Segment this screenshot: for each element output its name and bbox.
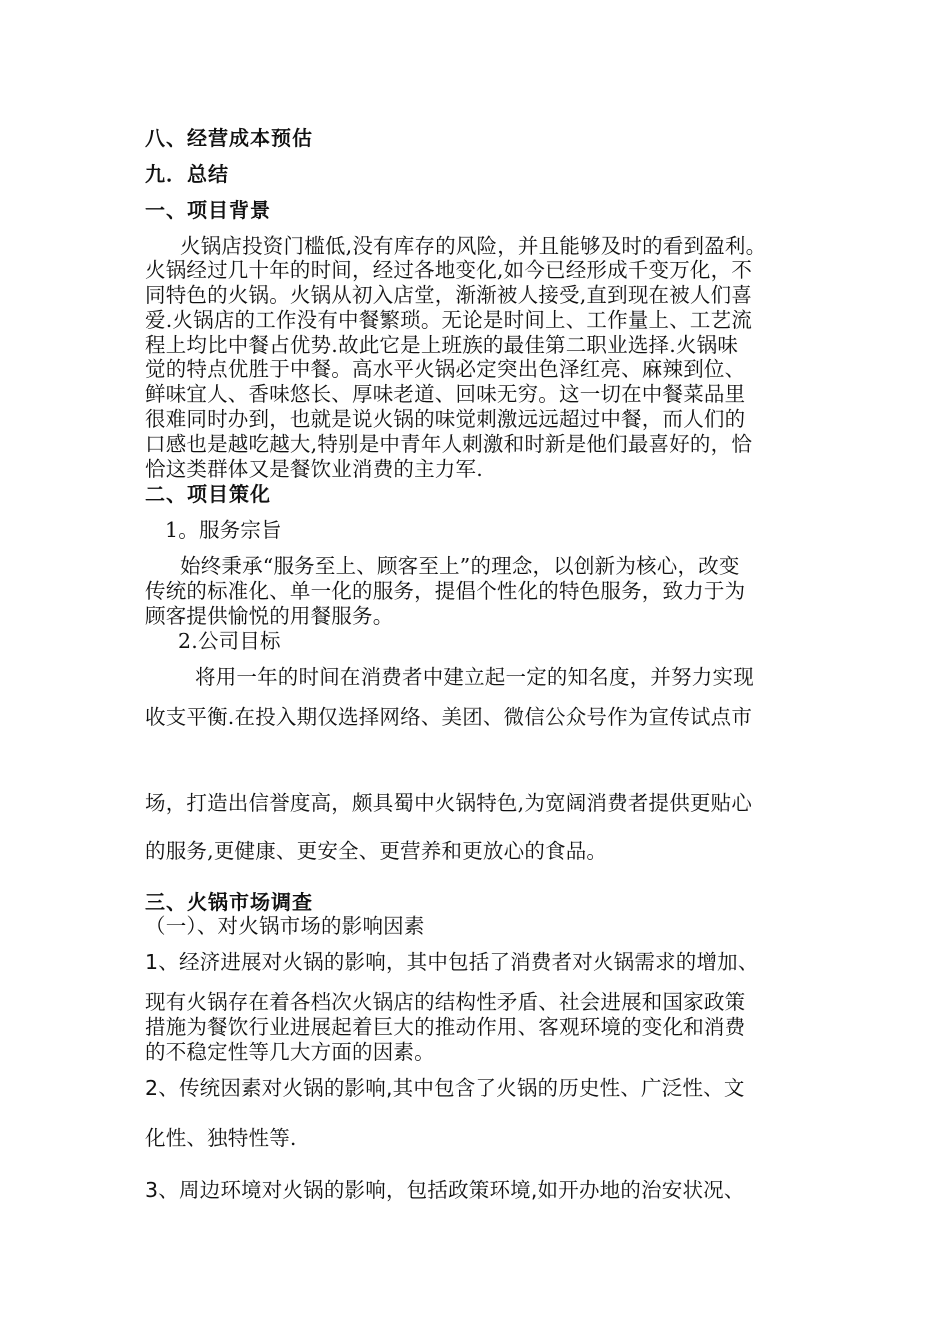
- factor-paragraph-line: 的不稳定性等几大方面的因素。: [145, 1040, 435, 1064]
- background-line: 恰这类群体又是餐饮业消费的主力军.: [145, 457, 483, 481]
- factor-paragraph-line: 1、经济进展对火锅的影响，其中包括了消费者对火锅需求的增加、: [145, 950, 759, 974]
- factor-paragraph-line: 3、周边环境对火锅的影响，包括政策环境,如开办地的治安状况、: [145, 1178, 745, 1202]
- background-line: 口感也是越吃越大,特别是中青年人刺激和时新是他们最喜好的，恰: [145, 432, 753, 456]
- service-tenet-line: 传统的标准化、单一化的服务，提倡个性化的特色服务，致力于为: [145, 579, 746, 603]
- subheading-service-tenet: 1。服务宗旨: [165, 518, 282, 542]
- background-line: 程上均比中餐占优势.故此它是上班族的最佳第二职业选择.火锅味: [145, 333, 739, 357]
- service-tenet-line: 顾客提供愉悦的用餐服务。: [145, 604, 394, 628]
- background-line: 火锅经过几十年的时间，经过各地变化,如今已经形成千变万化，不: [145, 258, 753, 282]
- factor-paragraph-line: 2、传统因素对火锅的影响,其中包含了火锅的历史性、广泛性、文: [145, 1076, 745, 1100]
- heading-summary: 九．总结: [145, 162, 229, 186]
- background-line: 觉的特点优胜于中餐。高水平火锅必定突出色泽红亮、麻辣到位、: [145, 357, 746, 381]
- factor-paragraph-line: 现有火锅存在着各档次火锅店的结构性矛盾、社会进展和国家政策: [145, 990, 746, 1014]
- service-tenet-line: 始终秉承“服务至上、顾客至上”的理念，以创新为核心，改变: [180, 554, 740, 578]
- background-line: 很难同时办到，也就是说火锅的味觉刺激远远超过中餐，而人们的: [145, 407, 746, 431]
- background-line: 火锅店投资门槛低,没有库存的风险，并且能够及时的看到盈利。: [180, 234, 767, 258]
- company-goal-line: 的服务,更健康、更安全、更营养和更放心的食品。: [145, 839, 608, 863]
- heading-cost-estimate: 八、经营成本预估: [145, 126, 313, 150]
- background-line: 爱.火锅店的工作没有中餐繁琐。无论是时间上、工作量上、工艺流: [145, 308, 753, 332]
- factor-paragraph-line: 化性、独特性等.: [145, 1126, 297, 1150]
- heading-project-background: 一、项目背景: [145, 198, 271, 222]
- background-line: 同特色的火锅。火锅从初入店堂，渐渐被人接受,直到现在被人们喜: [145, 283, 753, 307]
- heading-project-planning: 二、项目策化: [145, 482, 271, 506]
- subheading-market-factors: （一）、对火锅市场的影响因素: [145, 914, 425, 938]
- company-goal-line: 将用一年的时间在消费者中建立起一定的知名度，并努力实现: [195, 665, 754, 689]
- company-goal-line: 场，打造出信誉度高，颇具蜀中火锅特色,为宽阔消费者提供更贴心: [145, 791, 753, 815]
- background-line: 鲜味宜人、香味悠长、厚味老道、回味无穷。这一切在中餐菜品里: [145, 382, 746, 406]
- factor-paragraph-line: 措施为餐饮行业进展起着巨大的推动作用、客观环境的变化和消费: [145, 1015, 746, 1039]
- heading-market-research: 三、火锅市场调查: [145, 890, 313, 914]
- subheading-company-goal: 2.公司目标: [178, 629, 281, 653]
- company-goal-line: 收支平衡.在投入期仅选择网络、美团、微信公众号作为宣传试点市: [145, 705, 753, 729]
